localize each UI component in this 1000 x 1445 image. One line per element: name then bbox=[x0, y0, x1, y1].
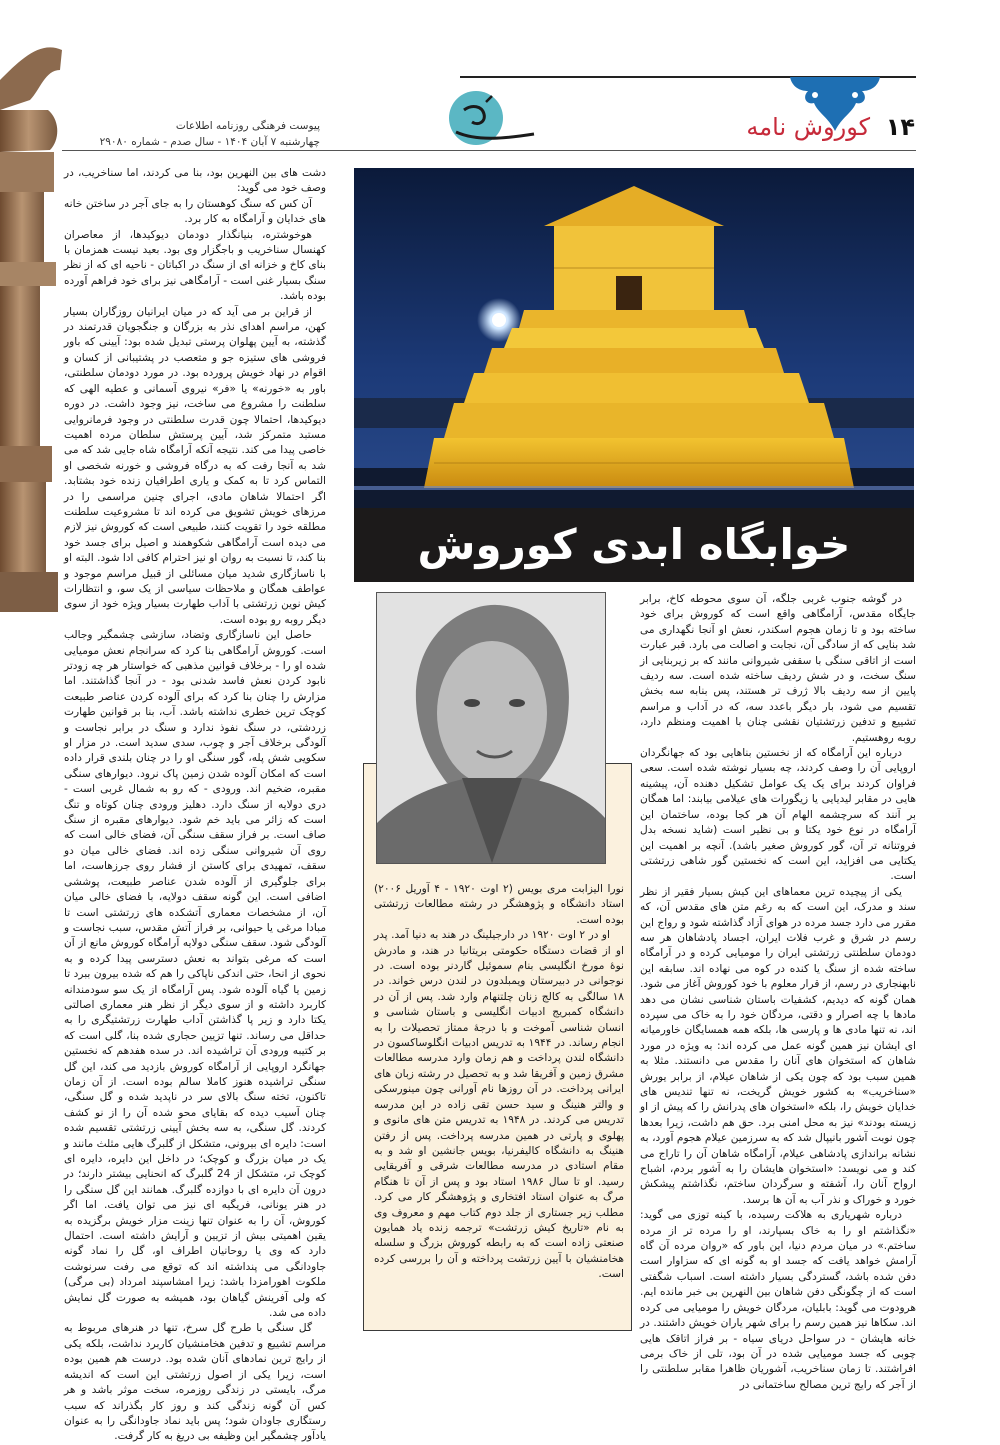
masthead bbox=[70, 118, 320, 150]
bio-text bbox=[374, 882, 624, 1322]
masthead-publication: پیوست فرهنگی روزنامه اطلاعات bbox=[175, 120, 320, 132]
portrait-photo-mary-boyce bbox=[376, 592, 606, 864]
body-paragraph: گل سنگی با طرح گل سرخ، تنها در هنرهای مربوط به مراسم تشییع و تدفین هخامنشیان کاربرد نداشت، بلکه یکی از رایج ترین نمادهای آنان شده بود. درست هم همین بوده است، زیرا یکی از اصول زرتشتی این است که اندیشه مرگ، بایستی در زندگی روزمره، سخت موثر باشد و هر کس آن گونه زندگی کند و روز کار بگذراند که سبب رستگاری جاودان شود؛ پس باید نماد جاودانگی را به عنوان یادآور چشمگیر این وظیفه بی دریغ به کار گرفت. bbox=[64, 1322, 326, 1443]
right-column-text bbox=[640, 592, 916, 1391]
body-paragraph: درباره شهریاری به هلاکت رسیده، با کینه توزی می گوید: «نگذاشتم او را به خاک بسپارند، او را مرده تر از مرده ساختم.» در میان مردم دنیا، این باور که «روان مرده آن گاه آرامش خواهد یافت که جسد او به گونه ای که سزاوار است دفن شده باشد، گستردگی بسیار داشته است. اسباب شگفتی است که از چگونگی دفن شاهان بین النهرین بی خبر مانده ایم. هرودوت می گوید: بابلیان، مردگان خویش را مومیایی می کرده اند. سکاها نیز همین رسم را برای شهر یاران خویش داشتند. در خانه هایشان - در سواحل دریای سیاه - بر فراز اتاقک هایی چوبی که جسد مومیایی شده در آن بود، تلی از خاک برمی افراشتند. تا زمان سناخریب، آشوریان ظاهرا مقابر سلطنتی را از آجر که رایج ترین مصالح ساختمانی در bbox=[640, 1209, 916, 1391]
body-paragraph: از قراین بر می آید که در میان ایرانیان روزگاران بسیار کهن، مراسم اهدای نذر به بزرگان و جنگجویان قدرتمند در گذشته، به آیین پهلوان پرستی تبدیل شده بود: آیینی که باور فروشی های ستیزه جو و متعصب در پشتیبانی از کسان و اقوام در نهاد خویش پرورده بود. در مورد دودمان سلطنتی، باور به «خورنه» یا «فر» نیروی آسمانی و عطیه الهی که سلطنت را مشروع می ساخت، نیز وجود داشت. در دوره دیوکیدها، احتمالا چون قدرت سلطنتی در وجود فرمانروایی مستبد متمرکز شد، آیین پرستش سلطان مرده اهمیت خاصی پیدا می کند. نتیجه آنکه آرامگاه شاه جایی شد که می شد به آنجا رفت که به درگاه فروشی و خورنه شخصی او التماس کرد تا به کمک و یاری اطرافیان زنده خود بشتابد. اگر احتمالا شاهان مادی، اجرای چنین مراسمی را در مرزهای خویش تشویق می کرده اند تا مشروعیت سلطنت مطلقه خود را تقویت کنند، طبیعی است که کوروش نیز لازم می دیده است آرامگاهی شکوهمند و اصیل برای جسد خود بنا کند، تا نسبت به روان او نیز احترام کافی ادا شود. البته او با ناسازگاری شدید میان مسائلی از قبیل مراسم موجود و عواطف همگان و ملاحظات سیاسی از یک سو، و انتظارات کیش نوین زرتشتی با آداب طهارت بسیار ویژه خود از سوی دیگر روبه رو بوده است. bbox=[64, 305, 326, 626]
body-paragraph: درباره این آرامگاه که از نخستین بناهایی بود که جهانگردان اروپایی آن را وصف کردند، چه بسیار نوشته شده است. سعی فراوان کردند برای یک یک عوامل تشکیل دهنده آن، پیشینه هایی در مقابر لیدیایی یا زیگورات های عیلامی بیابند: اما همگان بر آنند که سرچشمه الهام آن هر کجا بوده، ساختمان این آرامگاه در نوع خود یکتا و بی نظیر است (شاید نسخه بدل فروتنانه تر آن، گور کوروش صغیر باشد). آنچه بر اهمیت این یکتایی می افزاید، این است که نخستین گور شاهی زرتشتی است. bbox=[640, 747, 916, 883]
body-paragraph: یکی از پیچیده ترین معماهای این کیش بسیار فقیر از نظر سند و مدرک، این است که به رغم متن های مقدس آن، که مقرر می دارد جسد مرده در هوای آزاد گذاشته شود و رواج این رسم در شرق و غرب فلات ایران، اجساد پادشاهان هر سه دودمان سلطنتی زرتشتی ایران را مومیایی کرده و در آرامگاه ساخته شده از سنگ یا کنده در کوه می نهاده اند. سابقه این نابهنجاری در رسم، از قرار معلوم با خود کوروش آغاز می شود. همان گونه که دیدیم، کشفیات باستان شناسی نشان می دهد مادها با چه اصرار و دقتی، مردگان خود را به خاک می سپرده اند، نه تنها مادی ها و پارسی ها، بلکه همه همسایگان خاورمیانه ای ایشان نیز همین گونه عمل می کرده اند: به ویژه در مورد شاهان که استخوان های آنان را مقدس می دانستند. مثلا به همین سبب بود که چون یکی از شاهان عیلام، از برابر یورش «سناخریب» به کشور خویش گریخت، نه تنها تندیس های خدایان خویش را، بلکه «استخوان های پدرانش را که پیش از او زیسته بودند» نیز به محل امنی برد. حق هم داشت، زیرا بعدها چون نوبت آشور بانیپال شد که به سرزمین عیلام هجوم آورد، به نشانه براندازی پادشاهی عیلام، آرامگاه شاهان آن را تاراج می کند و می نویسد: «استخوان هایشان را به آشور بردم، اشباح ارواح آنان را، آشفته و سرگردان ساختم، نگذاشتم پیشکش خورد و خوراک و نذر آب به آن ها برسد. bbox=[640, 885, 916, 1206]
masthead-date-issue: چهارشنبه ۷ آبان ۱۴۰۴ - سال صدم - شماره ۲۹۰۸۰ bbox=[99, 136, 320, 148]
left-column-text bbox=[64, 166, 326, 1443]
body-paragraph: آن کس که سنگ کوهستان را به جای آجر در ساختن خانه های خدایان و آرامگاه به کار برد. bbox=[64, 197, 326, 226]
hero-photo-tomb-of-cyrus bbox=[354, 168, 914, 508]
persepolis-column-image bbox=[0, 40, 62, 620]
section-title bbox=[725, 112, 915, 142]
article-headline: خوابگاه ابدی کوروش bbox=[417, 520, 851, 569]
bio-paragraph: او در ۲ اوت ۱۹۲۰ در دارجیلینگ در هند به دنیا آمد. پدر او از قضات دستگاه حکومتی بریتانیا در هند، و مادرش نوهٔ مورخ انگلیسی بنام سموئیل گاردنر بوده است. در نوجوانی در دبیرستان ویمبلدون در لندن درس خواند. در ۱۸ سالگی به کالج زنان چلتنهام وارد شد. پس از آن در دانشگاه کمبریج ادبیات انگلیسی و باستان شناسی و انسان شناسی آموخت و با درجهٔ ممتاز تحصیلات را به انجام رساند. در ۱۹۴۴ به تدریس ادبیات انگلوساکسون در دانشگاه لندن پرداخت و هم زمان وارد مدرسه مطالعات مشرق زمین و آفریقا شد و به تحصیل در رشته زبان های ایرانی پرداخت. در آن روزها نام آورانی چون مینورسکی و والتر هنینگ و سید حسن تقی زاده در این مدرسه تدریس می کردند. در ۱۹۴۸ به تدریس متن های مانوی و پهلوی و پارتی در همین مدرسه پرداخت. پس از رفتن هنینگ به دانشگاه کالیفرنیا، بویس جانشین او شد و به مقام استادی در مدرسه مطالعات شرقی و آفریقایی رسید. او تا سال ۱۹۸۶ استاد بود و پس از آن تا هنگام مرگ به عنوان استاد افتخاری و پژوهشگر کار می کرد. مطلب زیر جستاری از جلد دوم کتاب مهم و معروف وی به نام «تاریخ کیش زرتشت» ترجمه زنده یاد همایون صنعتی زاده است که به رابطه کوروش بزرگ و سلسله هخامنشیان با آیین زرتشت پرداخته و آن را بررسی کرده است. bbox=[374, 929, 624, 1281]
header-bottom-rule bbox=[62, 150, 916, 151]
farhangi-logo bbox=[438, 88, 538, 150]
body-paragraph: دشت های بین النهرین بود، بنا می کردند، اما سناخریب، در وصف خود می گوید: bbox=[64, 167, 326, 195]
body-paragraph: در گوشه جنوب غربی جلگه، آن سوی محوطه کاخ، برابر جایگاه مقدس، آرامگاهی واقع است که کوروش برای خود ساخته بود و تا زمان هجوم اسکندر، نعش او آنجا نگهداری می شد بنایی که از سادگی آن، نجابت و اصالت می بارد. قبر عبارت است از اتاقی سنگی با سقفی شیروانی مانند که بر زیربنایی از سنگ سخت، و در شش ردیف ساخته شده است. سه ردیف پایین از سه ردیف بالا ژرف تر هستند، پس بنابه سه بخش تقسیم می شود، بار دیگر باعدد سه، که در آداب و مراسم تشییع و تدفین زرتشتیان نقشی چنان با اهمیت ومنظم دارد، روبه روهستیم. bbox=[640, 593, 916, 744]
body-paragraph: حاصل این ناسازگاری وتضاد، سازشی چشمگیر وجالب است. کوروش آرامگاهی بنا کرد که سرانجام نعش مومیایی شده او را - برخلاف قوانین مذهبی که خواستار هر چه زودتر نابود کردن نعش فاسد شدنی بود - در آنجا گذاشتند. اما مزارش را چنان بنا کرد که برای آلوده کردن عناصر طبیعت کوچک ترین خطری نداشته باشد. آب، بنا بر قوانین طهارت زردشتی، در سنگ نفوذ ندارد و سنگ در برابر نجاست و آلودگی برخلاف آجر و چوب، سدی سدید است. در مزار او سکویی شش پله، گور سنگی او را در چنان بلندی قرار داده است که امکان آلوده شدن زمین پاک نرود. دیوارهای سنگی مقبره، ضخیم اند. ورودی - که رو به شمال غربی است - دری دولایه از سنگ دارد. دهلیز ورودی چنان کوتاه و تنگ است که زائر می باید خم شود. دیوارهای مقبره از سنگ صاف است. بر فراز سقف سنگی آن، فضای خالی است که روی آن شیروانی سنگی زده اند. فضای خالی میان دو سقف، تمهیدی برای کاستن از فشار روی جرزهاست، اما برای جلوگیری از آلوده شدن عناصر طبیعت، پوششی اضافی است. این گونه سقف دولایه، با فضای خالی میان آن، از مشخصات معماری آتشکده های زرتشتی است تا مبادا مرغی یا حیوانی، بر فراز آتش مقدس، سبب نجاست و آلودگی شود. سقف سنگی دولایه آرامگاه کوروش مانع از آن است که مرغی بتواند به نعش دسترسی پیدا کرده و به نحوی از انحا، حتی اندکی ناپاکی را هم که شده بیرون ببرد تا زمین یا گیاه آلوده شود. پس آرامگاه از یک سو سودمندانه کاربرد داشته و از سوی دیگر از نظر هنر معماری اصالتی یکتا دارد و زیر پا گذاشتن آداب طهارت زرتشتیگری را به حداقل می رساند. تنها تزیین حجاری شده بنا، گلی است که بر کتیبه ورودی آن تراشیده اند. در سده هفدهم که نخستین جهانگرد اروپایی از آرامگاه کوروش بازدید می کند، این گل سنگی تراشیده هنوز کاملا سالم بوده است. از آن زمان تاکنون، تخته سنگ بالای سر در ناپدید شده و گل سنگی، چنان آسیب دیده که بقایای محو شده آن را از نو کشف کردند. گل سنگی، به سه بخش آیینی زرتشتی تقسیم شده است: دایره ای بیرونی، متشکل از گلبرگ هایی مثلث مانند و یک در میان بزرگ و کوچک؛ در داخل این دایره، دایره ای کوچک تر، متشکل از 24 گلبرگ که انحنایی بیشتر دارند؛ در درون آن دایره ای با دوازده گلبرگ. همانند این گل سنگی را در هنر یونانی، فریگیه ای نیز می توان یافت. اما اگر کوروش، آن را به عنوان تنها زینت مزار خویش برگزیده به یقین اهمیتی بیش از تزیین و آرایش داشته است. احتمال دارد که وی یا روحانیان اطراف او، گل را نماد گونه جاودانگی می پنداشته اند که توقع می رفت سرنوشت ملکوت اهورامزدا باشد: زیرا امشاسپند امرداد (بی مرگی) که ولی آفرینش گیاهان بود، همیشه به صورت گل نمایش داده می شد. bbox=[64, 629, 326, 1320]
page-number: ۱۴ bbox=[885, 113, 915, 141]
section-name: کوروش نامه bbox=[746, 113, 871, 141]
body-paragraph: هوخوشتره، بنیانگذار دودمان دیوکیدها، از معاصران کهنسال سناخریب و باجگزار وی بود. بعید نیست همزمان با بنای کاخ و خزانه ای از سنگ در اکباتان - ناحیه ای که از نظر سنگ بسیار غنی است - آرامگاهی نیز برای خود فراهم آورده بوده باشد. bbox=[64, 228, 326, 303]
bio-paragraph: نورا الیزابت مری بویس (۲ اوت ۱۹۲۰ - ۴ آوریل ۲۰۰۶) استاد دانشگاه و پژوهشگر در رشته مطالعات زرتشتی بوده است. bbox=[374, 883, 624, 926]
